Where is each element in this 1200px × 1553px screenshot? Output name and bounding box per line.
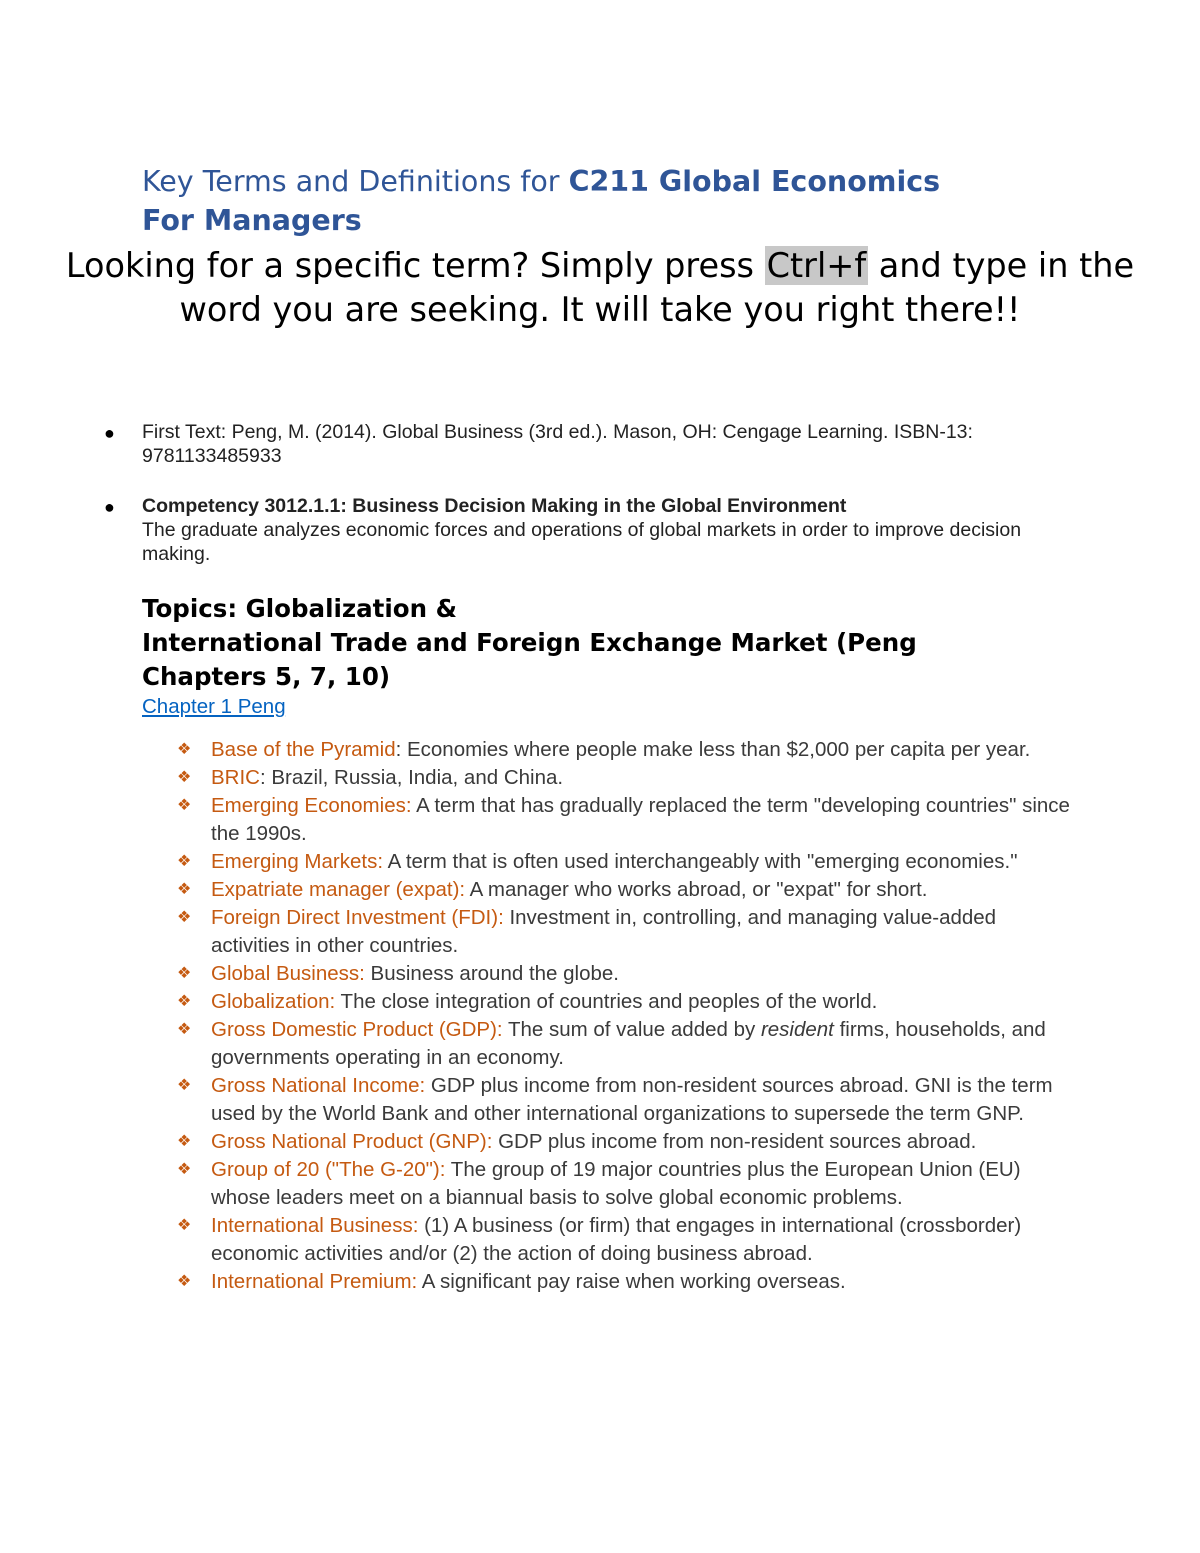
term-list-item [177,1072,1071,1128]
first-text-citation: First Text: Peng, M. (2014). Global Business (3rd ed.). Mason, OH: Cengage Learning. ISBN-13: 9781133485933 [142,421,973,467]
ctrl-f-highlight: Ctrl+f [766,246,867,285]
diamond-bullet-icon: ❖ [177,1217,192,1234]
term-definition-italic: resident [760,1018,834,1041]
term-definition: A term that is often used interchangeably with "emerging economies." [383,850,1018,873]
topics-line1: Topics: Globalization & [142,594,457,623]
title-prefix: Key Terms and Definitions for [142,165,569,198]
diamond-bullet-icon: ❖ [177,1273,192,1290]
term-list-item [177,1128,1071,1156]
term-list-item [177,1268,1071,1296]
diamond-bullet-icon: ❖ [177,853,192,870]
term-name: Emerging Economies: [211,794,412,817]
key-terms-list [177,736,1071,1296]
term-definition: The group of 19 major countries plus the European Union (EU) whose leaders meet on a biannual basis to solve global economic problems. [211,1158,1021,1209]
bullet-dot-icon: ● [104,423,115,443]
diamond-bullet-icon: ❖ [177,797,192,814]
term-definition: The sum of value added by [502,1018,761,1041]
term-name: Expatriate manager (expat): [211,878,466,901]
diamond-bullet-icon: ❖ [177,769,192,786]
term-list-item [177,988,1071,1016]
diamond-bullet-icon: ❖ [177,965,192,982]
term-name: International Premium: [211,1270,418,1293]
term-definition: GDP plus income from non-resident sources abroad. [492,1130,977,1153]
term-name: International Business: [211,1214,419,1237]
diamond-bullet-icon: ❖ [177,993,192,1010]
title-course-line1: C211 Global Economics [568,165,941,198]
term-list-item [177,848,1071,876]
term-name: Gross Domestic Product (GDP): [211,1018,503,1041]
title-course-line2: For Managers [142,204,362,237]
topics-heading [142,592,1042,694]
chapter-1-peng-link[interactable]: Chapter 1 Peng [142,695,286,718]
diamond-bullet-icon: ❖ [177,1077,192,1094]
term-list-item [177,1212,1071,1268]
diamond-bullet-icon: ❖ [177,909,192,926]
term-definition: A term that has gradually replaced the term "developing countries" since the 1990s. [211,794,1070,845]
term-name: Emerging Markets: [211,850,384,873]
term-list-item [177,764,1071,792]
term-definition: GDP plus income from non-resident sources abroad. GNI is the term used by the World Bank and other international organizations to supersede the term GNP. [211,1074,1053,1125]
term-name: Group of 20 ("The G-20"): [211,1158,446,1181]
intro-before: Looking for a specific term? Simply press [65,246,765,285]
term-definition: : Economies where people make less than $2,000 per capita per year. [395,738,1031,761]
search-instructions [20,244,1180,332]
diamond-bullet-icon: ❖ [177,1161,192,1178]
term-name: Foreign Direct Investment (FDI): [211,906,504,929]
term-definition-continued: firms, households, and governments operating in an economy. [211,1018,1046,1069]
diamond-bullet-icon: ❖ [177,1133,192,1150]
document-title [142,162,1102,240]
term-list-item [177,904,1071,960]
term-definition: Business around the globe. [364,962,619,985]
term-name: Global Business: [211,962,365,985]
diamond-bullet-icon: ❖ [177,881,192,898]
term-definition: A manager who works abroad, or "expat" for short. [465,878,928,901]
term-list-item [177,1156,1071,1212]
term-list-item [177,792,1071,848]
diamond-bullet-icon: ❖ [177,1021,192,1038]
term-definition: Investment in, controlling, and managing value-added activities in other countries. [211,906,997,957]
term-name: Gross National Product (GNP): [211,1130,493,1153]
topics-line2: International Trade and Foreign Exchange Market (Peng Chapters 5, 7, 10) [142,628,917,691]
term-definition: The close integration of countries and peoples of the world. [335,990,878,1013]
term-name: Globalization: [211,990,336,1013]
term-list-item [177,1016,1071,1072]
term-definition: (1) A business (or firm) that engages in international (crossborder) economic activities and/or (2) the action of doing business abroad. [211,1214,1022,1265]
diamond-bullet-icon: ❖ [177,741,192,758]
term-name: Gross National Income: [211,1074,426,1097]
term-name: BRIC [211,766,260,789]
competency-description: The graduate analyzes economic forces and operations of global markets in order to improve decision making. [142,519,1022,565]
term-list-item [177,876,1071,904]
intro-after: and type in the word you are seeking. It will take you right there!! [179,246,1135,329]
term-list-item [177,736,1071,764]
competency-bullet [104,494,1062,566]
first-text-bullet [104,420,1062,468]
term-list-item [177,960,1071,988]
competency-title: Competency 3012.1.1: Business Decision Making in the Global Environment [142,495,847,517]
bullet-dot-icon: ● [104,497,115,517]
term-definition: A significant pay raise when working overseas. [417,1270,846,1293]
term-name: Base of the Pyramid [211,738,396,761]
term-definition: : Brazil, Russia, India, and China. [259,766,564,789]
